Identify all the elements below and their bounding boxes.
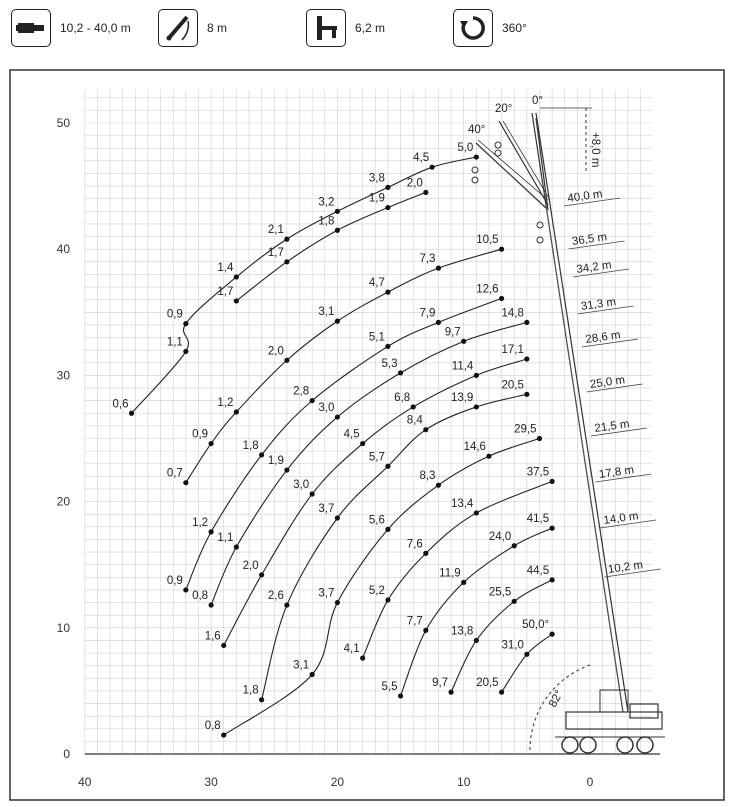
data-point xyxy=(474,638,479,643)
point-label: 0,6 xyxy=(112,398,129,411)
point-label: 1,2 xyxy=(217,396,234,409)
point-label: 1,6 xyxy=(204,630,221,643)
data-point xyxy=(221,643,226,648)
point-label: 3,0 xyxy=(318,402,335,415)
boom-length-label: 10,2 m xyxy=(607,559,644,576)
data-point xyxy=(550,577,555,582)
spec-boom-length-text: 10,2 - 40,0 m xyxy=(60,21,131,35)
point-label: 13,4 xyxy=(450,497,474,510)
point-label: 7,6 xyxy=(406,538,423,551)
point-label: 4,7 xyxy=(368,277,385,290)
point-label: 6,8 xyxy=(394,391,411,404)
data-point xyxy=(234,544,239,549)
data-point xyxy=(474,510,479,515)
boom-length-label: 34,2 m xyxy=(575,259,613,276)
data-point xyxy=(360,441,365,446)
point-label: 20,5 xyxy=(476,677,499,690)
point-label: 7,3 xyxy=(419,253,436,266)
data-point xyxy=(209,441,214,446)
point-label: 14,6 xyxy=(463,441,486,454)
point-label: 0,8 xyxy=(192,590,209,603)
data-point xyxy=(183,587,188,592)
data-point xyxy=(310,672,315,677)
data-point xyxy=(234,298,239,303)
point-label: 4,1 xyxy=(343,643,360,656)
series-curve xyxy=(236,192,425,301)
point-label: 1,1 xyxy=(217,532,234,545)
boom-angle-82: 82° xyxy=(547,688,566,710)
point-label: 0,9 xyxy=(166,574,183,587)
chart-grid xyxy=(85,90,652,754)
data-point xyxy=(385,597,390,602)
data-point xyxy=(537,436,542,441)
point-label: 8,4 xyxy=(406,414,423,427)
data-point xyxy=(385,344,390,349)
point-label: 5,5 xyxy=(381,680,398,693)
y-tick-label: 30 xyxy=(56,368,70,383)
point-label: 2,0 xyxy=(242,559,259,572)
data-point xyxy=(360,655,365,660)
data-point xyxy=(524,652,529,657)
point-label: 3,7 xyxy=(318,587,335,600)
x-tick-label: 10 xyxy=(457,775,471,789)
data-point xyxy=(499,690,504,695)
point-label: 3,0 xyxy=(293,479,310,492)
point-label: 5,1 xyxy=(368,331,385,344)
data-point xyxy=(284,259,289,264)
point-label: 37,5 xyxy=(526,466,550,479)
data-point xyxy=(221,732,226,737)
crane-chassis xyxy=(566,712,662,729)
crane-superstructure xyxy=(600,690,628,712)
x-tick-label: 0 xyxy=(586,775,594,789)
boom-length-label: 25,0 m xyxy=(589,374,626,391)
point-label: 3,7 xyxy=(318,503,335,516)
point-label: 1,4 xyxy=(217,261,234,274)
point-label: 0,7 xyxy=(166,467,183,480)
point-label: 8,3 xyxy=(419,470,436,483)
jib-extension-label: +8,0 m xyxy=(589,132,601,168)
data-point xyxy=(550,526,555,531)
boom-length-label: 31,3 m xyxy=(580,296,617,313)
data-point xyxy=(385,464,390,469)
point-label: 1,2 xyxy=(192,516,209,529)
data-point xyxy=(524,320,529,325)
chart-series xyxy=(113,142,555,738)
data-point xyxy=(259,697,264,702)
data-point xyxy=(129,411,134,416)
point-label: 29,5 xyxy=(514,423,537,436)
point-label: 2,0 xyxy=(267,345,284,358)
point-label: 3,1 xyxy=(293,659,310,672)
wheel-2 xyxy=(580,737,596,753)
point-label: 25,5 xyxy=(488,586,512,599)
y-tick-label: 0 xyxy=(63,747,70,761)
data-point xyxy=(524,356,529,361)
chart-axes xyxy=(57,116,660,789)
wheel-3 xyxy=(617,737,633,753)
hook-40-b-icon xyxy=(472,177,478,183)
data-point xyxy=(474,154,479,159)
series-curve xyxy=(132,157,477,413)
hook-40-icon xyxy=(472,167,478,173)
data-point xyxy=(284,467,289,472)
data-point xyxy=(474,373,479,378)
data-point xyxy=(398,693,403,698)
point-label: 11,9 xyxy=(439,567,461,580)
point-label: 13,9 xyxy=(450,391,474,404)
data-point xyxy=(423,551,428,556)
point-label: 50,0° xyxy=(522,619,550,632)
data-point xyxy=(411,404,416,409)
data-point xyxy=(335,600,340,605)
boom-length-label: 21,5 m xyxy=(593,418,631,435)
data-point xyxy=(284,602,289,607)
y-tick-label: 20 xyxy=(56,494,70,509)
data-point xyxy=(486,454,491,459)
data-point xyxy=(183,480,188,485)
jib-20-line xyxy=(499,121,548,205)
data-point xyxy=(209,602,214,607)
x-tick-label: 30 xyxy=(204,775,218,789)
data-point xyxy=(335,209,340,214)
spec-outrigger-span-text: 6,2 m xyxy=(355,21,386,35)
data-point xyxy=(335,319,340,324)
point-label: 9,7 xyxy=(432,677,449,690)
point-label: 41,5 xyxy=(526,513,550,526)
point-label: 11,4 xyxy=(451,360,474,373)
data-point xyxy=(183,349,188,354)
point-label: 4,5 xyxy=(413,152,430,165)
boom-length-label: 36,5 m xyxy=(571,231,608,248)
y-tick-label: 40 xyxy=(56,242,70,257)
boom-length-label: 17,8 m xyxy=(598,464,635,481)
data-point xyxy=(398,370,403,375)
series-11 xyxy=(476,619,555,695)
jib-0-line xyxy=(536,118,548,210)
data-point xyxy=(499,247,504,252)
data-point xyxy=(550,479,555,484)
wheel-4 xyxy=(637,737,653,753)
point-label: 2,0 xyxy=(406,177,423,190)
boom-length-label: 40,0 m xyxy=(566,188,604,205)
series-1 xyxy=(113,142,479,416)
data-point xyxy=(385,527,390,532)
point-label: 2,1 xyxy=(267,224,284,237)
point-label: 1,9 xyxy=(267,455,284,468)
spec-jib-length-text: 8 m xyxy=(207,21,228,35)
point-label: 1,9 xyxy=(368,192,385,205)
point-label: 31,0 xyxy=(501,639,524,652)
data-point xyxy=(385,185,390,190)
data-point xyxy=(310,398,315,403)
x-tick-label: 40 xyxy=(78,775,92,789)
data-point xyxy=(436,320,441,325)
data-point xyxy=(335,414,340,419)
data-point xyxy=(259,572,264,577)
point-label: 0,8 xyxy=(204,720,221,733)
point-label: 5,2 xyxy=(368,585,385,598)
hook-0-b-icon xyxy=(537,237,543,243)
point-label: 1,7 xyxy=(217,285,234,298)
data-point xyxy=(524,392,529,397)
point-label: 13,8 xyxy=(450,625,474,638)
series-6 xyxy=(243,379,530,702)
point-label: 9,7 xyxy=(444,326,461,339)
point-label: 5,6 xyxy=(368,514,385,527)
point-label: 20,5 xyxy=(501,379,524,392)
hook-20-b-icon xyxy=(495,150,501,156)
jib-angle-20: 20° xyxy=(495,103,513,115)
data-point xyxy=(335,228,340,233)
point-label: 17,1 xyxy=(501,343,524,356)
data-point xyxy=(423,190,428,195)
jib-angle-0: 0° xyxy=(532,95,543,107)
data-point xyxy=(234,409,239,414)
boom-length-label: 14,0 m xyxy=(602,510,640,527)
point-label: 2,6 xyxy=(267,590,284,603)
data-point xyxy=(284,358,289,363)
point-label: 1,8 xyxy=(318,215,335,228)
point-label: 12,6 xyxy=(476,283,499,296)
data-point xyxy=(335,515,340,520)
data-point xyxy=(436,266,441,271)
point-label: 4,5 xyxy=(343,428,360,441)
point-label: 1,8 xyxy=(242,439,259,452)
data-point xyxy=(209,529,214,534)
data-point xyxy=(423,427,428,432)
data-point xyxy=(461,339,466,344)
x-tick-label: 20 xyxy=(330,775,345,789)
wheel-1 xyxy=(562,737,578,753)
data-point xyxy=(259,452,264,457)
point-label: 44,5 xyxy=(526,564,550,577)
point-label: 3,2 xyxy=(318,196,335,209)
point-label: 1,8 xyxy=(242,684,259,697)
data-point xyxy=(436,483,441,488)
point-label: 3,1 xyxy=(318,306,335,319)
data-point xyxy=(183,321,188,326)
point-label: 7,7 xyxy=(406,615,423,628)
data-point xyxy=(512,543,517,548)
point-label: 3,8 xyxy=(368,172,385,185)
data-point xyxy=(550,632,555,637)
hook-20-icon xyxy=(495,142,501,148)
point-label: 14,8 xyxy=(501,307,524,320)
point-label: 10,5 xyxy=(476,234,499,247)
data-point xyxy=(499,296,504,301)
data-point xyxy=(512,599,517,604)
data-point xyxy=(423,628,428,633)
boom-length-labels xyxy=(564,188,661,577)
data-point xyxy=(385,205,390,210)
data-point xyxy=(310,491,315,496)
point-label: 1,1 xyxy=(166,336,183,349)
jib-angle-40: 40° xyxy=(468,124,486,136)
series-curve xyxy=(186,298,502,590)
hook-0-icon xyxy=(537,222,543,228)
point-label: 0,9 xyxy=(166,308,183,321)
point-label: 5,3 xyxy=(381,357,398,370)
data-point xyxy=(474,404,479,409)
point-label: 1,7 xyxy=(267,246,284,259)
point-label: 5,0 xyxy=(457,142,474,155)
data-point xyxy=(448,690,453,695)
point-label: 7,9 xyxy=(419,307,436,320)
data-point xyxy=(234,274,239,279)
data-point xyxy=(385,290,390,295)
y-tick-label: 50 xyxy=(56,116,70,130)
point-label: 2,8 xyxy=(293,385,310,398)
point-label: 24,0 xyxy=(488,530,512,543)
boom-length-label: 28,6 m xyxy=(584,329,622,346)
spec-rotation-text: 360° xyxy=(502,21,527,35)
point-label: 5,7 xyxy=(368,451,385,464)
point-label: 0,9 xyxy=(192,428,209,441)
data-point xyxy=(430,165,435,170)
data-point xyxy=(461,580,466,585)
y-tick-label: 10 xyxy=(56,620,70,635)
data-point xyxy=(284,237,289,242)
